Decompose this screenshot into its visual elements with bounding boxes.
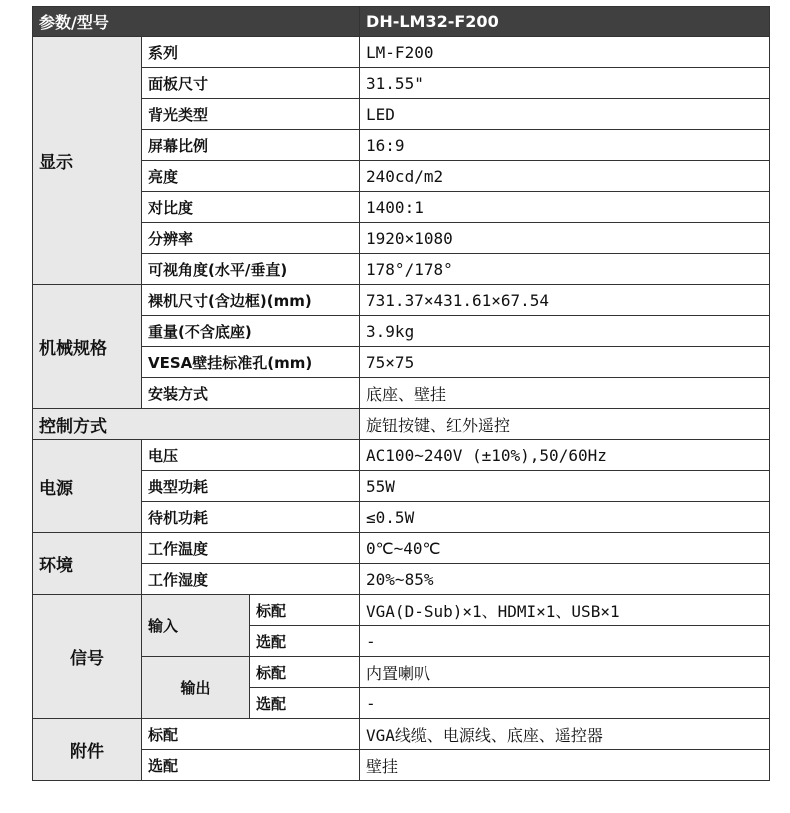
table-row: [33, 471, 770, 502]
row-label: 背光类型: [142, 99, 360, 130]
row-label: 工作湿度: [142, 564, 360, 595]
category-accessories: 附件: [33, 719, 142, 781]
table-row: [33, 254, 770, 285]
row-label: 工作温度: [142, 533, 360, 564]
row-value: 旋钮按键、红外遥控: [360, 409, 770, 440]
signal-output-label: 输出: [142, 657, 250, 719]
category-signal: 信号: [33, 595, 142, 719]
row-label: 裸机尺寸(含边框)(mm): [142, 285, 360, 316]
row-value: AC100~240V (±10%),50/60Hz: [360, 440, 770, 471]
row-label: 重量(不含底座): [142, 316, 360, 347]
table-row: [33, 750, 770, 781]
row-label: 面板尺寸: [142, 68, 360, 99]
table-row: [33, 564, 770, 595]
row-value: 0℃~40℃: [360, 533, 770, 564]
row-value: 55W: [360, 471, 770, 502]
table-row: [33, 347, 770, 378]
row-label: 亮度: [142, 161, 360, 192]
row-label: 典型功耗: [142, 471, 360, 502]
sub-label: 标配: [250, 657, 360, 688]
model-name: DH-LM32-F200: [360, 7, 770, 37]
row-value: -: [360, 688, 770, 719]
table-row: [33, 316, 770, 347]
category-power: 电源: [33, 440, 142, 533]
row-value: VGA(D-Sub)×1、HDMI×1、USB×1: [360, 595, 770, 626]
row-label: 标配: [142, 719, 360, 750]
header-row: [33, 7, 770, 37]
table-row: [33, 409, 770, 440]
table-row: [33, 502, 770, 533]
sub-label: 选配: [250, 688, 360, 719]
table-row: [33, 595, 770, 626]
row-value: 31.55": [360, 68, 770, 99]
row-label: 安装方式: [142, 378, 360, 409]
row-label: VESA壁挂标准孔(mm): [142, 347, 360, 378]
table-row: [33, 192, 770, 223]
row-value: 1920×1080: [360, 223, 770, 254]
row-label: 系列: [142, 37, 360, 68]
row-value: ≤0.5W: [360, 502, 770, 533]
row-value: 3.9kg: [360, 316, 770, 347]
row-value: 75×75: [360, 347, 770, 378]
row-label: 选配: [142, 750, 360, 781]
table-row: [33, 440, 770, 471]
row-value: 240cd/m2: [360, 161, 770, 192]
row-value: 壁挂: [360, 750, 770, 781]
row-label: 分辨率: [142, 223, 360, 254]
row-label: 电压: [142, 440, 360, 471]
row-label: 屏幕比例: [142, 130, 360, 161]
row-value: 内置喇叭: [360, 657, 770, 688]
row-value: LED: [360, 99, 770, 130]
table-row: [33, 68, 770, 99]
row-label: 可视角度(水平/垂直): [142, 254, 360, 285]
table-row: [33, 285, 770, 316]
category-display: 显示: [33, 37, 142, 285]
sub-label: 标配: [250, 595, 360, 626]
row-label: 待机功耗: [142, 502, 360, 533]
row-label: 对比度: [142, 192, 360, 223]
row-value: 20%~85%: [360, 564, 770, 595]
row-value: 16:9: [360, 130, 770, 161]
sub-label: 选配: [250, 626, 360, 657]
row-value: 178°/178°: [360, 254, 770, 285]
row-value: 1400:1: [360, 192, 770, 223]
table-row: [33, 37, 770, 68]
row-value: VGA线缆、电源线、底座、遥控器: [360, 719, 770, 750]
table-row: [33, 533, 770, 564]
category-control: 控制方式: [33, 409, 360, 440]
category-mechanical: 机械规格: [33, 285, 142, 409]
table-row: [33, 719, 770, 750]
category-environment: 环境: [33, 533, 142, 595]
table-row: [33, 130, 770, 161]
table-row: [33, 378, 770, 409]
param-model-heading: 参数/型号: [33, 7, 360, 37]
row-value: 底座、壁挂: [360, 378, 770, 409]
table-row: [33, 657, 770, 688]
signal-input-label: 输入: [142, 595, 250, 657]
row-value: LM-F200: [360, 37, 770, 68]
table-row: [33, 223, 770, 254]
table-row: [33, 161, 770, 192]
table-row: [33, 99, 770, 130]
row-value: 731.37×431.61×67.54: [360, 285, 770, 316]
row-value: -: [360, 626, 770, 657]
spec-table: [32, 6, 770, 781]
